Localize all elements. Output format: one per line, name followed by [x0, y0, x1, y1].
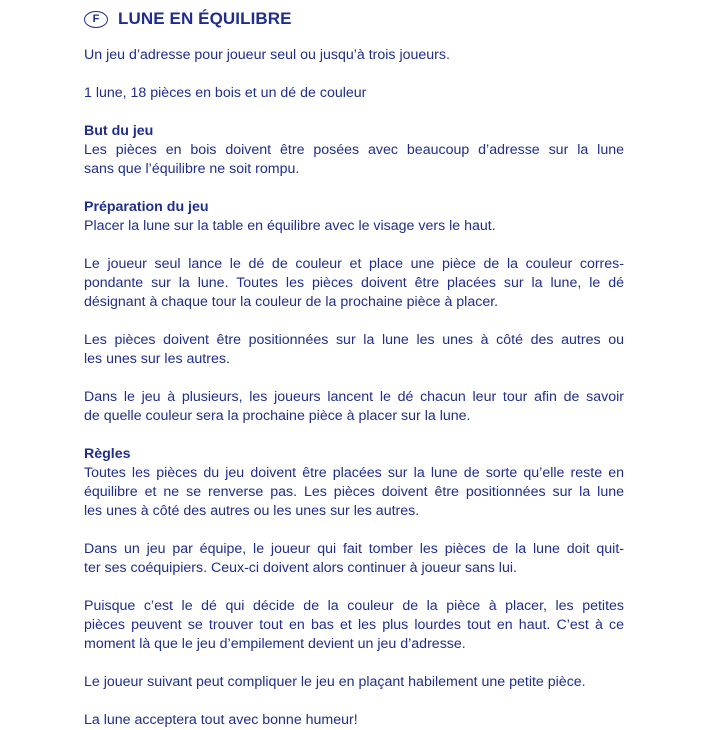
section-heading-regles: Règles: [84, 446, 131, 462]
text-line: désignant à chaque tour la couleur de la prochaine pièce à placer.: [84, 294, 499, 310]
preparation-paragraph-4: [84, 388, 624, 426]
text-line: Le joueur seul lance le dé de couleur et place une pièce de la couleur corres-: [84, 256, 624, 272]
intro-line-2: 1 lune, 18 pièces en bois et un dé de couleur: [84, 85, 367, 101]
but-paragraph: [84, 141, 624, 179]
text-line: Le joueur suivant peut compliquer le jeu en plaçant habilement une petite pièce.: [84, 674, 586, 690]
intro-line-1: Un jeu d’adresse pour joueur seul ou jusqu’à trois joueurs.: [84, 47, 450, 63]
text-line: les unes à côté des autres ou les unes sur les autres.: [84, 503, 420, 519]
text-line: sans que l’équilibre ne soit rompu.: [84, 161, 300, 177]
text-line: équilibre et ne se renverse pas. Les pièces doivent être positionnées sur la lune: [84, 484, 624, 500]
text-line: Toutes les pièces du jeu doivent être placées sur la lune de sorte qu’elle reste en: [84, 465, 624, 481]
text-line: Puisque c’est le dé qui décide de la couleur de la pièce à placer, les petites: [84, 598, 624, 614]
language-badge: F: [84, 11, 108, 28]
preparation-paragraph-3: [84, 331, 624, 369]
regles-paragraph-1: [84, 464, 624, 521]
text-line: Placer la lune sur la table en équilibre avec le visage vers le haut.: [84, 218, 496, 234]
title-row: [84, 6, 624, 32]
instruction-page: [84, 6, 624, 730]
text-line: pondante sur la lune. Toutes les pièces doivent être placées sur la lune, le dé: [84, 275, 624, 291]
text-line: de quelle couleur sera la prochaine pièce à placer sur la lune.: [84, 408, 471, 424]
text-line: Dans le jeu à plusieurs, les joueurs lancent le dé chacun leur tour afin de savoir: [84, 389, 624, 405]
text-line: pièces peuvent se trouver tout en bas et les plus lourdes tout en haut. C’est à ce: [84, 617, 624, 633]
text-line: Dans un jeu par équipe, le joueur qui fait tomber les pièces de la lune doit quit-: [84, 541, 624, 557]
text-line: les unes sur les autres.: [84, 351, 230, 367]
text-line: moment là que le jeu d’empilement devient un jeu d’adresse.: [84, 636, 466, 652]
section-heading-preparation: Préparation du jeu: [84, 199, 209, 215]
regles-paragraph-2: [84, 540, 624, 578]
text-line: La lune acceptera tout avec bonne humeur!: [84, 712, 358, 728]
regles-paragraph-5: [84, 711, 624, 730]
text-line: Les pièces doivent être positionnées sur la lune les unes à côté des autres ou: [84, 332, 624, 348]
regles-paragraph-4: [84, 673, 624, 692]
regles-paragraph-3: [84, 597, 624, 654]
preparation-paragraph-2: [84, 255, 624, 312]
preparation-paragraph-1: [84, 217, 624, 236]
text-line: Les pièces en bois doivent être posées avec beaucoup d’adresse sur la lune: [84, 142, 624, 158]
text-line: ter ses coéquipiers. Ceux-ci doivent alors continuer à joueur sans lui.: [84, 560, 517, 576]
page-title: LUNE EN ÉQUILIBRE: [118, 9, 292, 28]
section-heading-but: But du jeu: [84, 123, 154, 139]
